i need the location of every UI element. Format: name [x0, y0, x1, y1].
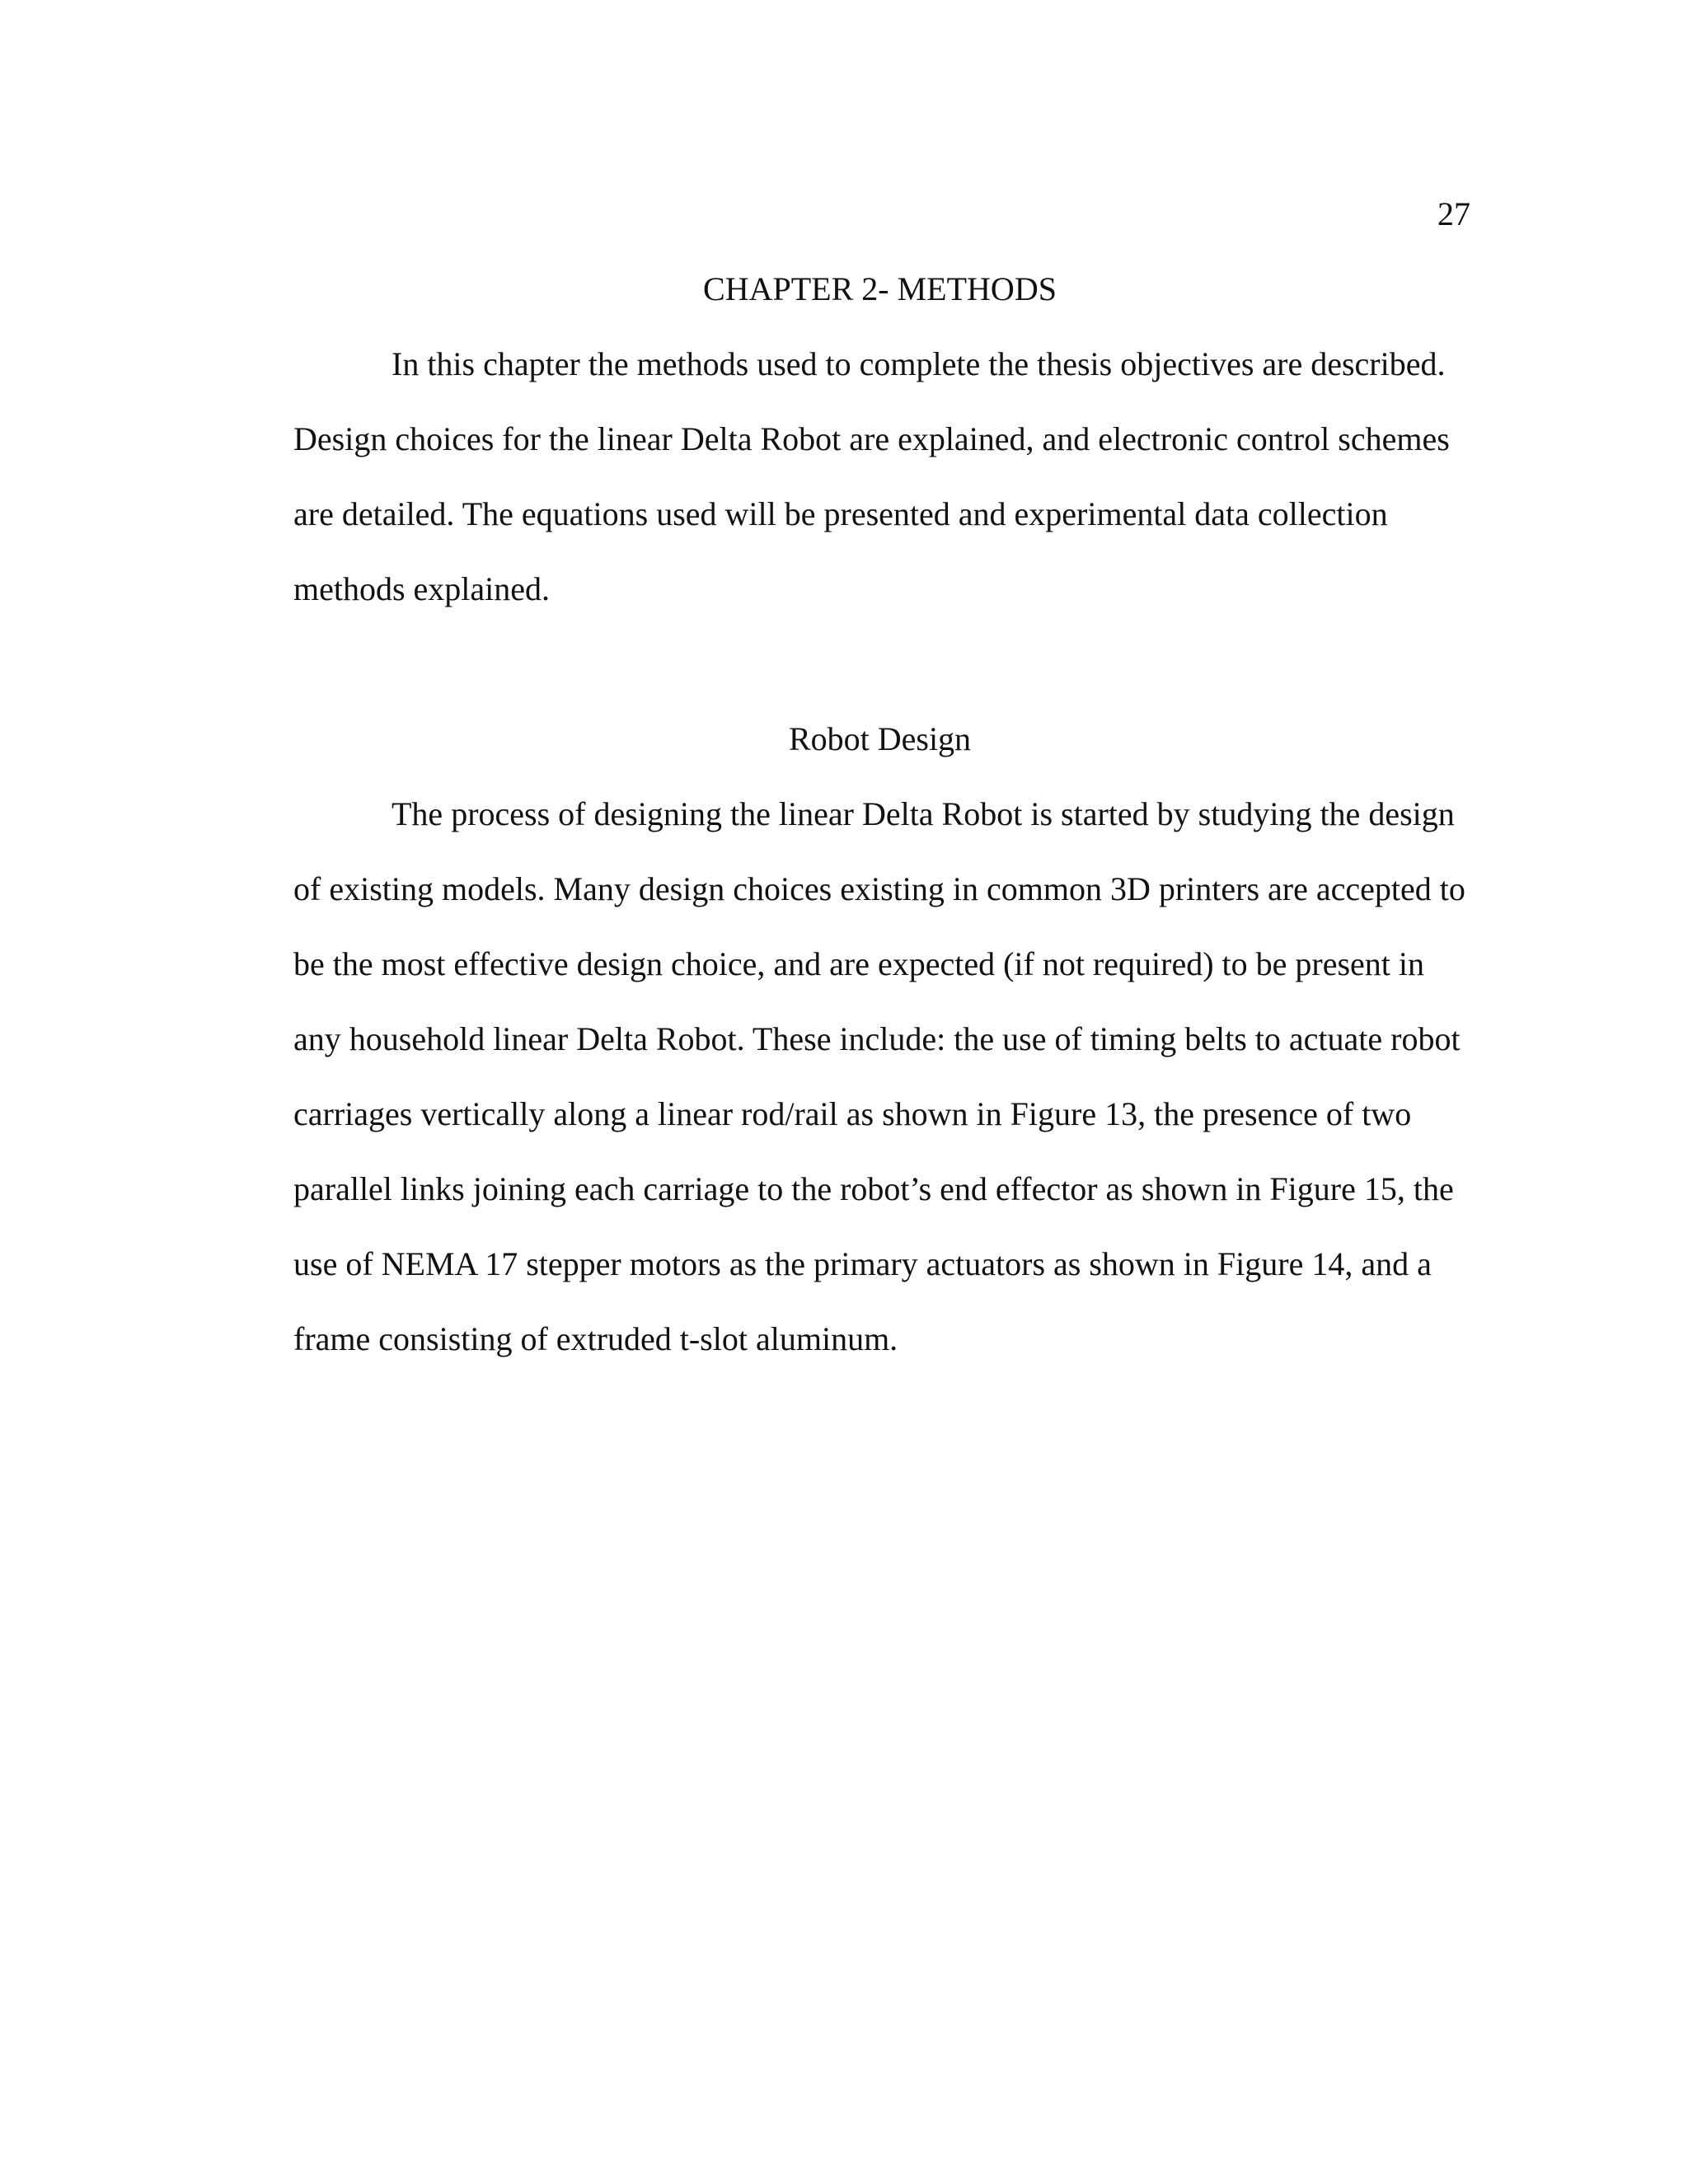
paragraph-line: use of NEMA 17 stepper motors as the primary actuators as shown in Figure 14, and a	[293, 1245, 1432, 1282]
paragraph-line: frame consisting of extruded t-slot aluminum.	[293, 1320, 898, 1357]
page-number: 27	[1437, 195, 1470, 232]
paragraph-line: Design choices for the linear Delta Robot are explained, and electronic control schemes	[293, 420, 1450, 457]
paragraph-line: any household linear Delta Robot. These include: the use of timing belts to actuate robot	[293, 1020, 1461, 1057]
paragraph-line: of existing models. Many design choices existing in common 3D printers are accepted to	[293, 870, 1465, 907]
paragraph-line: be the most effective design choice, and are expected (if not required) to be present in	[293, 945, 1425, 982]
paragraph-line: The process of designing the linear Delta Robot is started by studying the design	[392, 795, 1455, 832]
paragraph-line: methods explained.	[293, 570, 551, 607]
paragraph-line: In this chapter the methods used to complete the thesis objectives are described.	[392, 345, 1446, 382]
paragraph-line: are detailed. The equations used will be presented and experimental data collection	[293, 495, 1388, 532]
chapter-heading: CHAPTER 2- METHODS	[703, 270, 1057, 307]
section-heading: Robot Design	[788, 720, 972, 757]
paragraph-line: carriages vertically along a linear rod/rail as shown in Figure 13, the presence of two	[293, 1095, 1412, 1132]
paragraph-line: parallel links joining each carriage to the robot’s end effector as shown in Figure 15, the	[293, 1170, 1454, 1207]
